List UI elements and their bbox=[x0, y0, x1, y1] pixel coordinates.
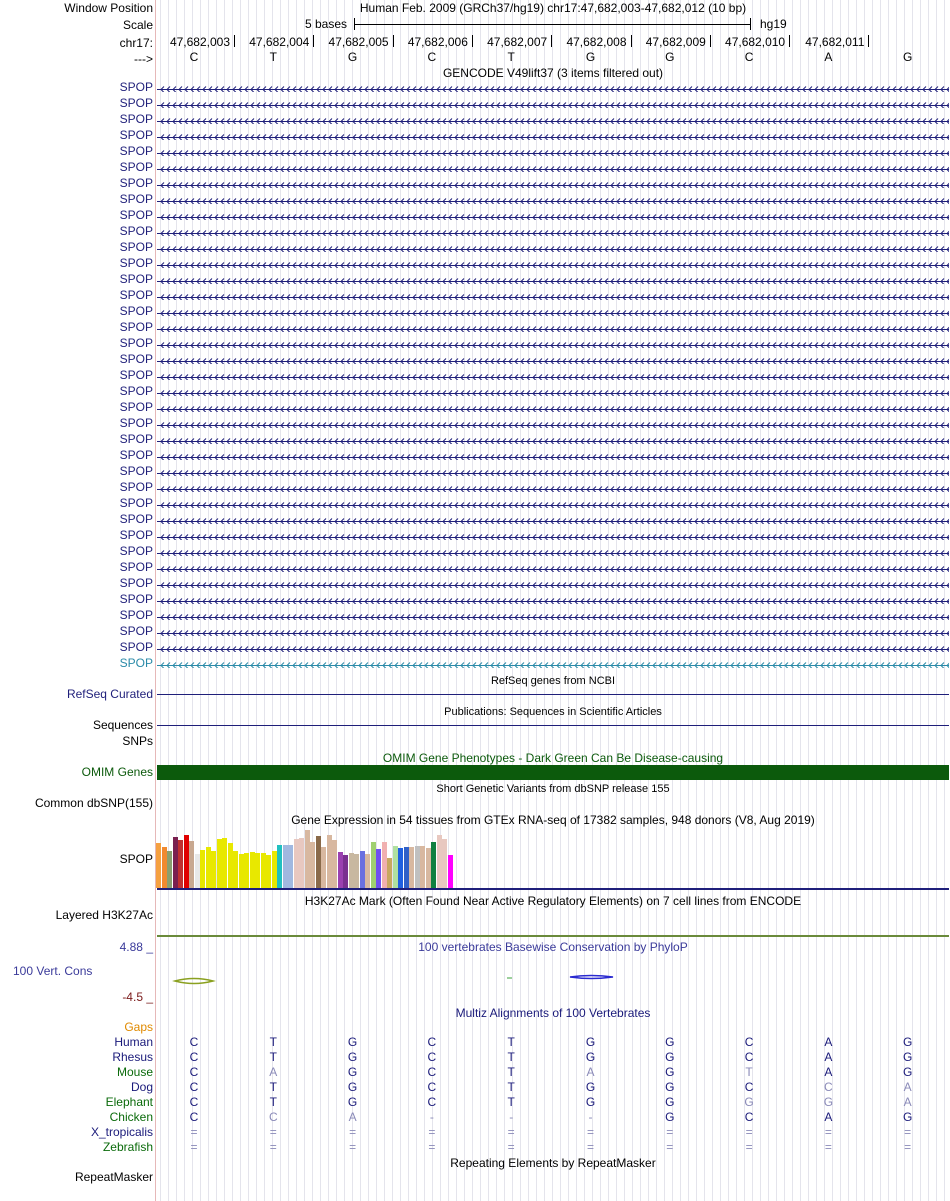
gencode-row-label[interactable]: SPOP bbox=[119, 224, 153, 238]
gencode-transcript[interactable] bbox=[157, 307, 949, 316]
coordinate-tick bbox=[789, 35, 790, 47]
assembly-label: hg19 bbox=[760, 17, 787, 31]
alignment-base: = bbox=[349, 1140, 357, 1154]
alignment-base: G bbox=[903, 1050, 913, 1064]
gencode-row-label[interactable]: SPOP bbox=[119, 640, 153, 654]
alignment-base: C bbox=[189, 1035, 199, 1049]
gencode-row-label[interactable]: SPOP bbox=[119, 448, 153, 462]
coordinate-tick bbox=[631, 35, 632, 47]
alignment-base: = bbox=[586, 1125, 594, 1139]
gencode-row-label[interactable]: SPOP bbox=[119, 528, 153, 542]
gencode-transcript[interactable] bbox=[157, 115, 949, 124]
gencode-transcript[interactable] bbox=[157, 355, 949, 364]
alignment-base: A bbox=[348, 1110, 357, 1124]
species-label: Zebrafish bbox=[102, 1140, 153, 1154]
gencode-transcript[interactable] bbox=[157, 499, 949, 508]
gencode-row-label[interactable]: SPOP bbox=[119, 272, 153, 286]
gencode-row-label[interactable]: SPOP bbox=[119, 128, 153, 142]
gtex-bar[interactable] bbox=[354, 854, 359, 888]
label-divider bbox=[155, 0, 156, 1201]
gencode-transcript[interactable] bbox=[157, 595, 949, 604]
gencode-transcript[interactable] bbox=[157, 211, 949, 220]
gencode-transcript[interactable] bbox=[157, 547, 949, 556]
phylop-title[interactable]: 100 vertebrates Basewise Conservation by PhyloP bbox=[418, 940, 688, 954]
omim-label[interactable]: OMIM Genes bbox=[81, 765, 153, 779]
alignment-base: = bbox=[507, 1125, 515, 1139]
alignment-base: T bbox=[507, 1035, 515, 1049]
gencode-row-label[interactable]: SPOP bbox=[119, 480, 153, 494]
alignment-base: C bbox=[189, 1065, 199, 1079]
alignment-base: C bbox=[824, 1080, 833, 1094]
reference-base: T bbox=[507, 50, 515, 64]
snps-label[interactable]: SNPs bbox=[122, 734, 153, 748]
alignment-base: G bbox=[665, 1050, 675, 1064]
gtex-bar[interactable] bbox=[420, 846, 425, 888]
gtex-bar[interactable] bbox=[178, 840, 183, 888]
gencode-row-label[interactable]: SPOP bbox=[119, 368, 153, 382]
alignment-base: G bbox=[665, 1095, 675, 1109]
alignment-base: A bbox=[824, 1050, 833, 1064]
gencode-row-label[interactable]: SPOP bbox=[119, 592, 153, 606]
gencode-row-label[interactable]: SPOP bbox=[119, 160, 153, 174]
alignment-base: G bbox=[347, 1065, 358, 1079]
gtex-bar[interactable] bbox=[415, 846, 420, 888]
gencode-row-label[interactable]: SPOP bbox=[119, 336, 153, 350]
coordinate-label: 47,682,005 bbox=[328, 35, 389, 49]
gencode-transcript[interactable] bbox=[157, 467, 949, 476]
pubs-label[interactable]: Sequences bbox=[92, 718, 153, 732]
alignment-base: G bbox=[585, 1050, 596, 1064]
coordinate-label: 47,682,003 bbox=[169, 35, 230, 49]
gtex-bar[interactable] bbox=[189, 841, 194, 888]
gencode-row-label[interactable]: SPOP bbox=[119, 608, 153, 622]
alignment-base: G bbox=[585, 1080, 596, 1094]
reference-base: C bbox=[744, 50, 754, 64]
coordinate-label: 47,682,011 bbox=[805, 35, 865, 49]
gencode-row-label[interactable]: SPOP bbox=[119, 496, 153, 510]
alignment-base: T bbox=[269, 1080, 277, 1094]
omim-title[interactable]: OMIM Gene Phenotypes - Dark Green Can Be Disease-causing bbox=[382, 751, 724, 765]
multiz-title[interactable]: Multiz Alignments of 100 Vertebrates bbox=[455, 1006, 651, 1020]
gencode-row-label[interactable]: SPOP bbox=[119, 432, 153, 446]
gtex-bar[interactable] bbox=[327, 835, 332, 888]
gencode-transcript[interactable] bbox=[157, 291, 949, 300]
gtex-bar[interactable] bbox=[376, 849, 381, 888]
gtex-bar[interactable] bbox=[206, 847, 211, 888]
reference-base: G bbox=[903, 50, 913, 64]
alignment-base: C bbox=[189, 1110, 199, 1124]
dbsnp-title[interactable]: Short Genetic Variants from dbSNP release 155 bbox=[436, 783, 670, 795]
gencode-transcript[interactable] bbox=[157, 339, 949, 348]
alignment-base: = bbox=[349, 1125, 357, 1139]
gtex-bar[interactable] bbox=[162, 847, 167, 888]
gencode-row-label[interactable]: SPOP bbox=[119, 176, 153, 190]
gencode-transcript[interactable] bbox=[157, 419, 949, 428]
alignment-base: T bbox=[269, 1035, 277, 1049]
alignment-base: C bbox=[744, 1035, 754, 1049]
gencode-transcript[interactable] bbox=[157, 403, 949, 412]
alignment-base: = bbox=[666, 1140, 674, 1154]
gtex-bar[interactable] bbox=[305, 830, 310, 888]
species-label: Elephant bbox=[105, 1095, 153, 1109]
gtex-bar[interactable] bbox=[349, 853, 354, 888]
gtex-bar[interactable] bbox=[184, 835, 189, 888]
coordinate-label: 47,682,007 bbox=[487, 35, 548, 49]
gencode-row-label[interactable]: SPOP bbox=[119, 416, 153, 430]
h3k27ac-title[interactable]: H3K27Ac Mark (Often Found Near Active Regulatory Elements) on 7 cell lines from ENCODE bbox=[304, 894, 802, 908]
gencode-transcript[interactable] bbox=[157, 531, 949, 540]
gtex-bar[interactable] bbox=[195, 854, 200, 888]
reference-base: G bbox=[585, 50, 596, 64]
gencode-row-label[interactable]: SPOP bbox=[119, 464, 153, 478]
h3k27ac-label[interactable]: Layered H3K27Ac bbox=[55, 908, 153, 922]
alignment-base: = bbox=[666, 1125, 674, 1139]
gtex-bar[interactable] bbox=[360, 851, 365, 888]
gencode-transcript[interactable] bbox=[157, 451, 949, 460]
alignment-base: G bbox=[903, 1035, 913, 1049]
gtex-bar[interactable] bbox=[294, 839, 299, 888]
alignment-base: G bbox=[903, 1110, 913, 1124]
alignment-base: = bbox=[428, 1125, 436, 1139]
coordinate-label: 47,682,008 bbox=[566, 35, 627, 49]
strand-label: ---> bbox=[134, 52, 153, 66]
gtex-bar[interactable] bbox=[409, 847, 414, 888]
alignment-base: C bbox=[744, 1050, 754, 1064]
alignment-base: A bbox=[824, 1035, 833, 1049]
gencode-transcript[interactable] bbox=[157, 243, 949, 252]
chrom-label: chr17: bbox=[119, 36, 153, 50]
alignment-base: T bbox=[507, 1065, 515, 1079]
gencode-transcript[interactable] bbox=[157, 163, 949, 172]
alignment-base: G bbox=[347, 1095, 358, 1109]
gtex-bar[interactable] bbox=[222, 838, 227, 888]
scale-label: Scale bbox=[122, 18, 153, 32]
coordinate-tick bbox=[234, 35, 235, 47]
gencode-transcript[interactable] bbox=[157, 435, 949, 444]
gtex-bar[interactable] bbox=[442, 839, 447, 888]
gencode-transcript[interactable] bbox=[157, 659, 949, 668]
gencode-row-label[interactable]: SPOP bbox=[119, 512, 153, 526]
alignment-base: A bbox=[903, 1095, 912, 1109]
gtex-bar[interactable] bbox=[448, 855, 453, 888]
gencode-transcript[interactable] bbox=[157, 275, 949, 284]
refseq-label[interactable]: RefSeq Curated bbox=[66, 687, 153, 701]
alignment-base: G bbox=[665, 1110, 675, 1124]
position-text: Human Feb. 2009 (GRCh37/hg19) chr17:47,682,003-47,682,012 (10 bp) bbox=[359, 1, 747, 15]
gencode-transcript[interactable] bbox=[157, 563, 949, 572]
alignment-base: = bbox=[904, 1125, 912, 1139]
gtex-bar[interactable] bbox=[343, 855, 348, 888]
gencode-transcript[interactable] bbox=[157, 579, 949, 588]
alignment-base: T bbox=[745, 1065, 753, 1079]
alignment-base: C bbox=[427, 1095, 437, 1109]
gtex-bar[interactable] bbox=[310, 842, 315, 888]
coordinate-tick bbox=[868, 35, 869, 47]
reference-base: G bbox=[347, 50, 358, 64]
coordinate-tick bbox=[313, 35, 314, 47]
gencode-row-label[interactable]: SPOP bbox=[119, 544, 153, 558]
h3k27ac-signal[interactable] bbox=[157, 935, 949, 937]
gtex-bar[interactable] bbox=[332, 840, 337, 888]
gtex-bar[interactable] bbox=[387, 858, 392, 888]
gencode-row-label[interactable]: SPOP bbox=[119, 288, 153, 302]
species-label: Mouse bbox=[116, 1065, 153, 1079]
alignment-base: C bbox=[189, 1095, 199, 1109]
gencode-row-label[interactable]: SPOP bbox=[119, 656, 153, 670]
alignment-base: C bbox=[744, 1110, 754, 1124]
alignment-base: = bbox=[904, 1140, 912, 1154]
alignment-base: G bbox=[347, 1050, 358, 1064]
species-label: Rhesus bbox=[112, 1050, 153, 1064]
coordinate-tick bbox=[710, 35, 711, 47]
gtex-bar[interactable] bbox=[321, 847, 326, 888]
gencode-transcript[interactable] bbox=[157, 227, 949, 236]
gtex-bar[interactable] bbox=[250, 852, 255, 888]
alignment-base: C bbox=[427, 1035, 437, 1049]
scale-text: 5 bases bbox=[305, 17, 348, 31]
scale-bar-left-cap bbox=[354, 18, 355, 30]
gencode-transcript[interactable] bbox=[157, 83, 949, 92]
gencode-row-label[interactable]: SPOP bbox=[119, 208, 153, 222]
alignment-base: A bbox=[824, 1065, 833, 1079]
gtex-bar[interactable] bbox=[283, 845, 288, 888]
pubs-line[interactable] bbox=[157, 725, 949, 726]
gtex-baseline bbox=[157, 888, 949, 890]
phylop-min: -4.5 _ bbox=[122, 990, 153, 1004]
gtex-bar[interactable] bbox=[211, 851, 216, 888]
alignment-base: C bbox=[427, 1080, 437, 1094]
gencode-row-label[interactable]: SPOP bbox=[119, 384, 153, 398]
gencode-row-label[interactable]: SPOP bbox=[119, 576, 153, 590]
alignment-base: A bbox=[586, 1065, 595, 1079]
alignment-base: A bbox=[824, 1110, 833, 1124]
reference-base: C bbox=[427, 50, 437, 64]
alignment-base: = bbox=[428, 1140, 436, 1154]
alignment-base: G bbox=[823, 1095, 834, 1109]
gencode-row-label[interactable]: SPOP bbox=[119, 320, 153, 334]
gtex-bar[interactable] bbox=[261, 853, 266, 888]
scale-bar-right-cap bbox=[750, 18, 751, 30]
alignment-base: = bbox=[190, 1140, 198, 1154]
gtex-bar[interactable] bbox=[156, 843, 161, 888]
gencode-row-label[interactable]: SPOP bbox=[119, 80, 153, 94]
gtex-bar[interactable] bbox=[200, 850, 205, 888]
alignment-base: G bbox=[665, 1035, 675, 1049]
pubs-title[interactable]: Publications: Sequences in Scientific Articles bbox=[444, 706, 662, 718]
gencode-row-label[interactable]: SPOP bbox=[119, 112, 153, 126]
alignment-base: = bbox=[824, 1140, 832, 1154]
scale-bar bbox=[354, 24, 751, 25]
gencode-row-label[interactable]: SPOP bbox=[119, 96, 153, 110]
gtex-bar[interactable] bbox=[277, 845, 282, 888]
alignment-base: G bbox=[665, 1080, 675, 1094]
alignment-base: = bbox=[745, 1125, 753, 1139]
gtex-bar[interactable] bbox=[365, 854, 370, 888]
gtex-bar[interactable] bbox=[426, 848, 431, 888]
omim-gene-bar[interactable] bbox=[157, 765, 949, 780]
alignment-base: = bbox=[824, 1125, 832, 1139]
species-label: Chicken bbox=[109, 1110, 153, 1124]
coordinate-tick bbox=[472, 35, 473, 47]
gtex-bar[interactable] bbox=[316, 836, 321, 888]
reference-base: C bbox=[189, 50, 199, 64]
gencode-transcript[interactable] bbox=[157, 483, 949, 492]
gtex-label[interactable]: SPOP bbox=[119, 852, 153, 866]
coordinate-tick bbox=[551, 35, 552, 47]
gencode-title[interactable]: GENCODE V49lift37 (3 items filtered out) bbox=[442, 66, 664, 80]
alignment-base: C bbox=[189, 1050, 199, 1064]
species-label: X_tropicalis bbox=[90, 1125, 153, 1139]
refseq-title[interactable]: RefSeq genes from NCBI bbox=[490, 675, 616, 687]
alignment-base: G bbox=[744, 1095, 754, 1109]
gtex-bar[interactable] bbox=[244, 853, 249, 888]
coordinate-label: 47,682,010 bbox=[725, 35, 786, 49]
alignment-base: T bbox=[507, 1095, 515, 1109]
alignment-base: C bbox=[427, 1050, 437, 1064]
gencode-row-label[interactable]: SPOP bbox=[119, 240, 153, 254]
species-label: Dog bbox=[130, 1080, 153, 1094]
alignment-base: = bbox=[586, 1140, 594, 1154]
gtex-bar[interactable] bbox=[272, 851, 277, 888]
gencode-row-label[interactable]: SPOP bbox=[119, 256, 153, 270]
window-position-label: Window Position bbox=[64, 1, 153, 15]
alignment-base: G bbox=[665, 1065, 675, 1079]
coordinate-label: 47,682,006 bbox=[407, 35, 468, 49]
alignment-base: = bbox=[269, 1140, 277, 1154]
gencode-row-label[interactable]: SPOP bbox=[119, 192, 153, 206]
gencode-transcript[interactable] bbox=[157, 371, 949, 380]
gtex-bar[interactable] bbox=[398, 848, 403, 888]
gtex-bar[interactable] bbox=[255, 853, 260, 888]
gencode-transcript[interactable] bbox=[157, 147, 949, 156]
gencode-row-label[interactable]: SPOP bbox=[119, 560, 153, 574]
alignment-base: C bbox=[427, 1065, 437, 1079]
gtex-bar[interactable] bbox=[299, 838, 304, 888]
gtex-bar[interactable] bbox=[288, 845, 293, 888]
alignment-base: C bbox=[189, 1080, 199, 1094]
repeatmasker-title[interactable]: Repeating Elements by RepeatMasker bbox=[450, 1156, 656, 1170]
reference-base: T bbox=[269, 50, 277, 64]
gtex-bar[interactable] bbox=[233, 851, 238, 888]
alignment-base: - bbox=[429, 1110, 434, 1124]
gtex-bar[interactable] bbox=[431, 842, 436, 888]
alignment-base: G bbox=[585, 1035, 596, 1049]
alignment-base: T bbox=[269, 1050, 277, 1064]
dbsnp-label[interactable]: Common dbSNP(155) bbox=[34, 796, 153, 810]
gtex-bar[interactable] bbox=[173, 837, 178, 888]
phylop-max: 4.88 _ bbox=[119, 940, 153, 954]
gtex-bar[interactable] bbox=[167, 851, 172, 888]
reference-base: G bbox=[665, 50, 675, 64]
alignment-base: = bbox=[190, 1125, 198, 1139]
gencode-transcript[interactable] bbox=[157, 131, 949, 140]
alignment-base: = bbox=[269, 1125, 277, 1139]
gtex-title[interactable]: Gene Expression in 54 tissues from GTEx RNA-seq of 17382 samples, 948 donors (V8, Aug 2019) bbox=[291, 813, 815, 827]
alignment-base: = bbox=[507, 1140, 515, 1154]
reference-base: A bbox=[824, 50, 833, 64]
gtex-bar[interactable] bbox=[382, 842, 387, 888]
alignment-base: A bbox=[269, 1065, 278, 1079]
gtex-bar[interactable] bbox=[228, 843, 233, 888]
alignment-base: A bbox=[903, 1080, 912, 1094]
species-label: Human bbox=[114, 1035, 153, 1049]
gtex-bar[interactable] bbox=[217, 839, 222, 888]
repeatmasker-label[interactable]: RepeatMasker bbox=[74, 1170, 153, 1184]
refseq-gene-line[interactable] bbox=[157, 694, 949, 695]
gencode-transcript[interactable] bbox=[157, 195, 949, 204]
alignment-base: G bbox=[585, 1095, 596, 1109]
gaps-label: Gaps bbox=[124, 1020, 153, 1034]
gencode-transcript[interactable] bbox=[157, 627, 949, 636]
coordinate-label: 47,682,004 bbox=[249, 35, 310, 49]
alignment-base: - bbox=[509, 1110, 514, 1124]
gtex-bar[interactable] bbox=[338, 852, 343, 888]
alignment-base: T bbox=[507, 1050, 515, 1064]
gencode-transcript[interactable] bbox=[157, 99, 949, 108]
gtex-bar[interactable] bbox=[393, 846, 398, 888]
gencode-transcript[interactable] bbox=[157, 611, 949, 620]
alignment-base: C bbox=[268, 1110, 278, 1124]
gencode-row-label[interactable]: SPOP bbox=[119, 400, 153, 414]
alignment-base: T bbox=[507, 1080, 515, 1094]
coordinate-label: 47,682,009 bbox=[645, 35, 706, 49]
alignment-base: T bbox=[269, 1095, 277, 1109]
gtex-bar[interactable] bbox=[404, 847, 409, 888]
gencode-transcript[interactable] bbox=[157, 643, 949, 652]
gencode-transcript[interactable] bbox=[157, 515, 949, 524]
gencode-transcript[interactable] bbox=[157, 387, 949, 396]
alignment-base: G bbox=[903, 1065, 913, 1079]
gtex-bar[interactable] bbox=[266, 855, 271, 888]
alignment-base: = bbox=[745, 1140, 753, 1154]
gtex-bar[interactable] bbox=[239, 854, 244, 888]
gencode-transcript[interactable] bbox=[157, 179, 949, 188]
gencode-row-label[interactable]: SPOP bbox=[119, 304, 153, 318]
gtex-bar[interactable] bbox=[437, 835, 442, 888]
gencode-row-label[interactable]: SPOP bbox=[119, 144, 153, 158]
phylop-plot[interactable] bbox=[157, 965, 949, 995]
alignment-base: C bbox=[744, 1080, 754, 1094]
alignment-base: G bbox=[347, 1080, 358, 1094]
alignment-base: - bbox=[588, 1110, 593, 1124]
gencode-transcript[interactable] bbox=[157, 323, 949, 332]
gencode-row-label[interactable]: SPOP bbox=[119, 352, 153, 366]
gtex-bar[interactable] bbox=[371, 842, 376, 888]
gencode-row-label[interactable]: SPOP bbox=[119, 624, 153, 638]
alignment-base: G bbox=[347, 1035, 358, 1049]
gencode-transcript[interactable] bbox=[157, 259, 949, 268]
coordinate-tick bbox=[393, 35, 394, 47]
phylop-label[interactable]: 100 Vert. Cons bbox=[13, 964, 93, 978]
